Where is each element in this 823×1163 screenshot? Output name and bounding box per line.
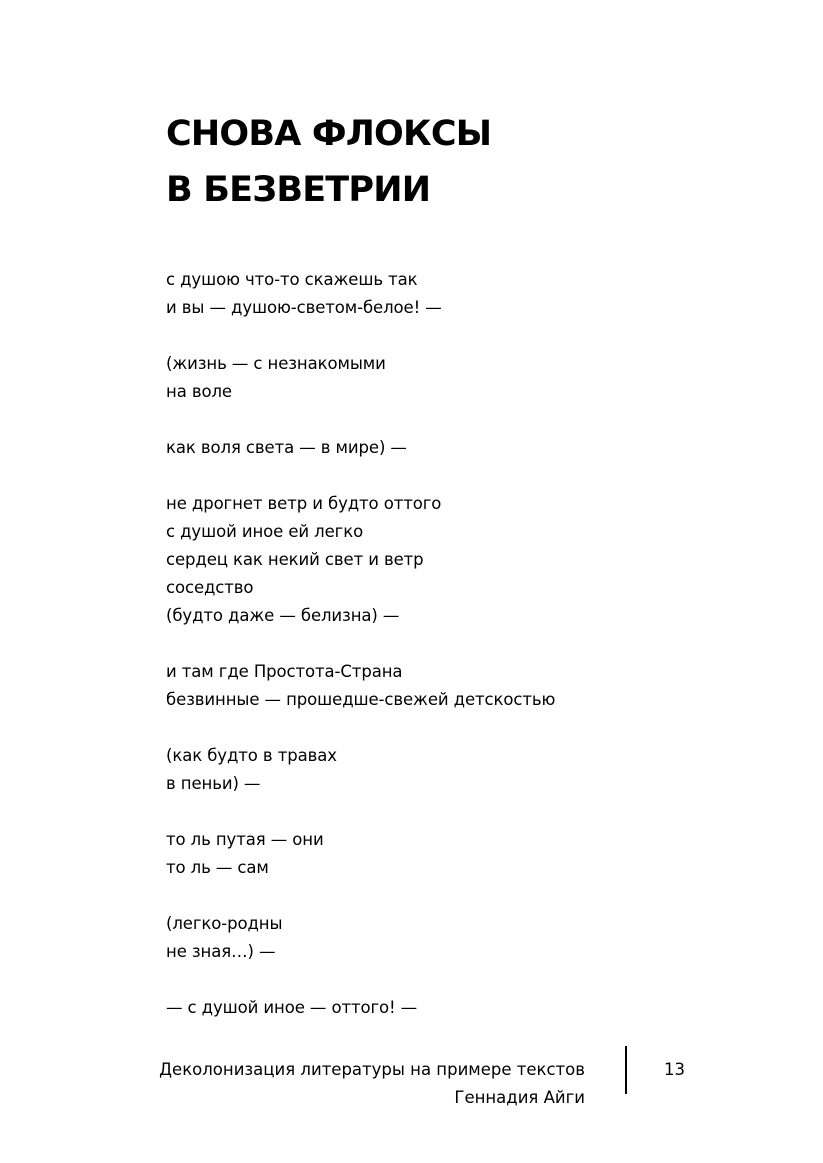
poem-line: и там где Простота-Страна [166, 662, 403, 681]
stanza [166, 658, 636, 714]
stanza [166, 742, 636, 798]
poem-line: не дрогнет ветр и будто оттого [166, 494, 442, 513]
poem-line: (жизнь — с незнакомыми [166, 354, 386, 373]
stanza [166, 434, 636, 462]
poem-line: на воле [166, 382, 232, 401]
title-line: В БЕЗВЕТРИИ [166, 170, 431, 210]
running-footer-title [159, 1056, 585, 1112]
poem-line: в пеньи) — [166, 774, 261, 793]
poem-line: то ль — сам [166, 858, 269, 877]
poem-line: как воля света — в мире) — [166, 438, 407, 457]
poem-line: то ль путая — они [166, 830, 324, 849]
stanza [166, 490, 636, 630]
stanza [166, 910, 636, 966]
poem-line: и вы — душою-светом-белое! — [166, 298, 442, 317]
stanza [166, 266, 636, 322]
poem-line: не зная…) — [166, 942, 276, 961]
poem-line: безвинные — прошедше-свежей детскостью [166, 690, 556, 709]
poem-line: (будто даже — белизна) — [166, 606, 400, 625]
page-number: 13 [664, 1060, 685, 1079]
stanza [166, 826, 636, 882]
poem-body [166, 266, 636, 1050]
page-title [166, 106, 491, 218]
stanza [166, 350, 636, 406]
poem-line: сердец как некий свет и ветр [166, 550, 424, 569]
footer-title-line: Деколонизация литературы на примере текстов [159, 1060, 585, 1079]
poem-line: соседство [166, 578, 254, 597]
poem-line: с душой иное ей легко [166, 522, 364, 541]
stanza [166, 994, 636, 1022]
footer-divider [625, 1046, 627, 1094]
poem-line: (как будто в травах [166, 746, 337, 765]
poem-line: (легко-родны [166, 914, 283, 933]
title-line: СНОВА ФЛОКСЫ [166, 114, 492, 154]
footer-title-line: Геннадия Айги [454, 1088, 585, 1107]
poem-line: — с душой иное — оттого! — [166, 998, 418, 1017]
poem-line: с душою что-то скажешь так [166, 270, 418, 289]
